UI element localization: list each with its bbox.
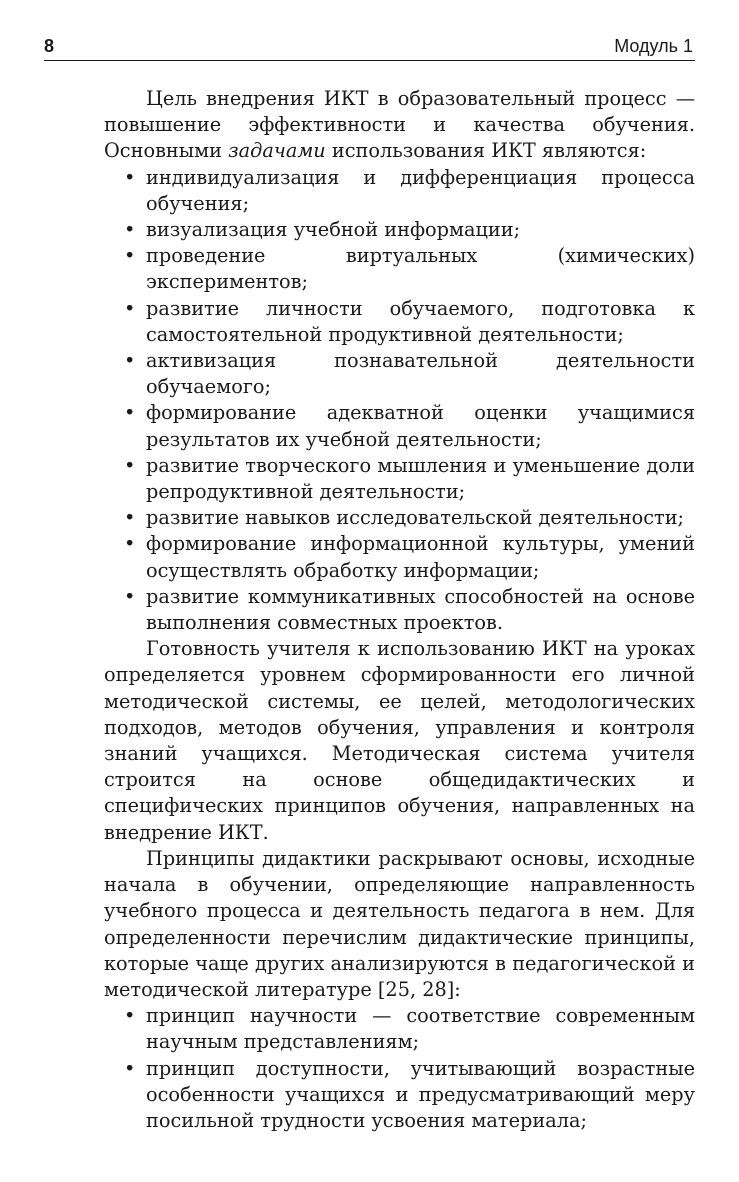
list-item: • принцип доступности, учитывающий возрастные особенности учащихся и предусматривающий меру посильной трудности усвоения материала; [104,1056,695,1135]
section-title: Модуль 1 [614,36,693,56]
list-item: • принцип научности — соответствие современным научным представлениям; [104,1003,695,1055]
list-item: • формирование информационной культуры, умений осуществлять обработку информации; [104,531,695,583]
list-item: • формирование адекватной оценки учащимися результатов их учебной деятельности; [104,400,695,452]
page-number: 8 [44,36,55,56]
body-text [104,86,695,1134]
intro-emphasis: задачами [228,139,326,163]
list-item: • проведение виртуальных (химических) экспериментов; [104,243,695,295]
list-item: • развитие навыков исследовательской деятельности; [104,505,695,531]
list-item: • развитие личности обучаемого, подготовка к самостоятельной продуктивной деятельности; [104,296,695,348]
intro-text-start: Цель внедрения ИКТ в образовательный процесс — повышение эффективности и качества обучения. Основными [104,87,695,163]
tasks-list [104,165,695,637]
list-item: • активизация познавательной деятельности обучаемого; [104,348,695,400]
intro-paragraph [104,86,695,165]
list-item: • развитие коммуникативных способностей на основе выполнения совместных проектов. [104,584,695,636]
principles-paragraph: Принципы дидактики раскрывают основы, исходные начала в обучении, определяющие направленность учебного процесса и деятельность педагога в нем. Для определенности перечислим дидактические принципы, которые чаще других анализируются в педагогической и методической литературе [25, 28]: [104,846,695,1001]
principles-list [104,1003,695,1134]
running-header [44,34,695,61]
readiness-paragraph: Готовность учителя к использованию ИКТ на уроках определяется уровнем сформированности его личной методической системы, ее целей, методологических подходов, методов обучения, управления и контроля знаний учащихся. Методическая система учителя строится на основе общедидактических и специфических принципов обучения, направленных на внедрение ИКТ. [104,637,695,844]
intro-text-end: использования ИКТ являются: [325,139,647,163]
list-item: • индивидуализация и дифференциация процесса обучения; [104,165,695,217]
list-item: • визуализация учебной информации; [104,217,695,243]
list-item: • развитие творческого мышления и уменьшение доли репродуктивной деятельности; [104,453,695,505]
